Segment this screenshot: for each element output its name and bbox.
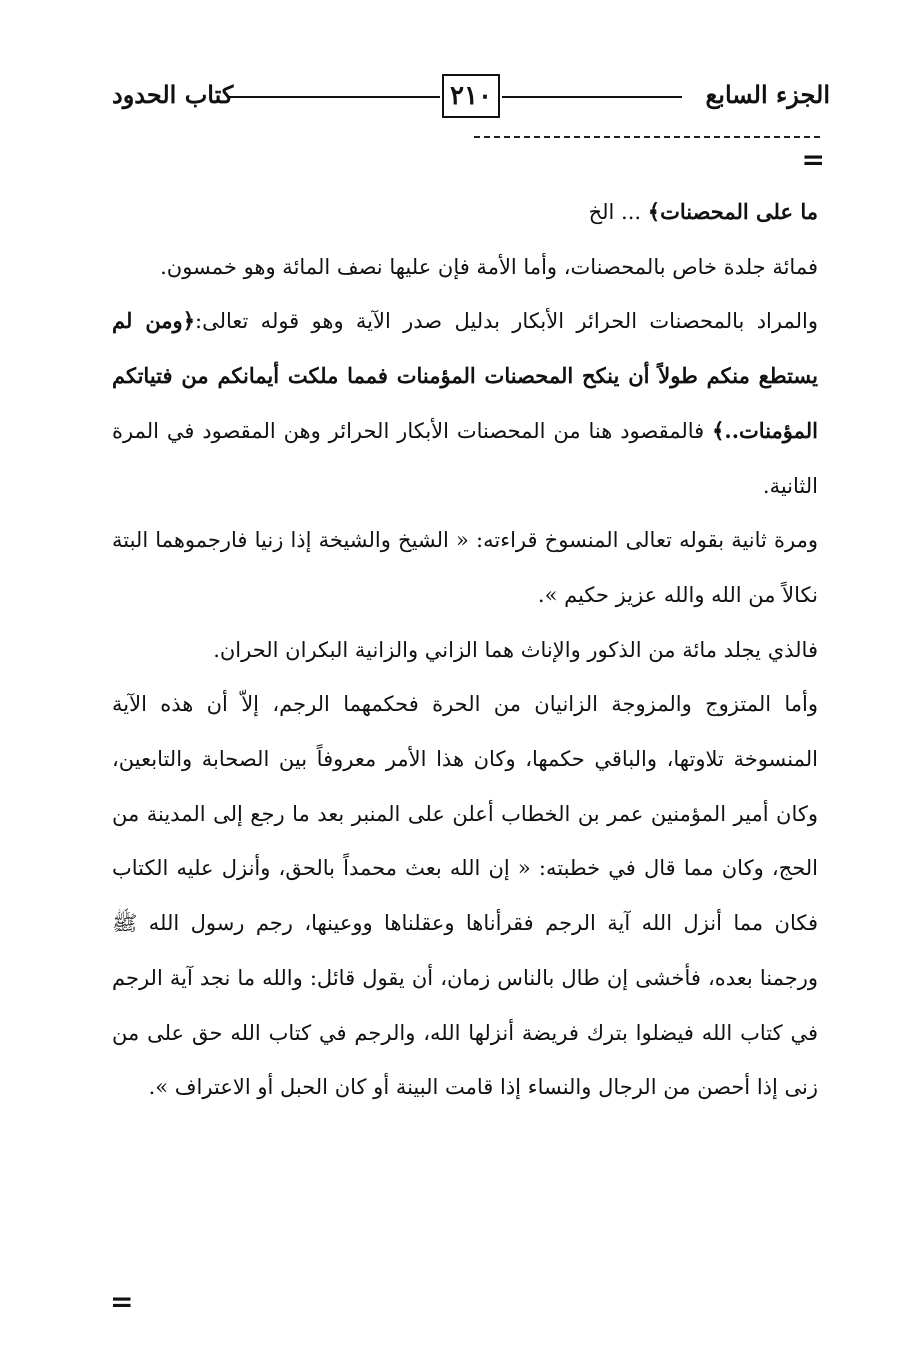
paragraph-1: [112, 185, 818, 240]
paragraph-3-intro: والمراد بالمحصنات الحرائر الأبكار بدليل صدر الآية وهو قوله تعالى:: [195, 309, 818, 334]
paragraph-2: فمائة جلدة خاص بالمحصنات، وأما الأمة فإن عليها نصف المائة وهو خمسون.: [160, 254, 818, 279]
page-header: [112, 72, 830, 122]
dashed-separator: [474, 136, 820, 138]
separator-mark-bottom: =: [110, 1285, 134, 1318]
paragraph-3-rest: فالمقصود هنا من المحصنات الأبكار الحرائر وهن المقصود في المرة الثانية.: [112, 418, 818, 498]
paragraph-5: فالذي يجلد مائة من الذكور والإناث هما الزاني والزانية البكران الحران.: [213, 637, 818, 662]
header-rule-left: [228, 96, 440, 98]
paragraph-1-text: ... الخ: [588, 200, 642, 224]
separator-mark-top: =: [801, 143, 825, 176]
header-volume-title: الجزء السابع: [705, 80, 830, 109]
quran-verse-quote: ﴿ومن لم يستطع منكم طولاً أن ينكح المحصنات المؤمنات فمما ملكت أيمانكم من فتياتكم المؤمنات..﴾: [112, 308, 818, 443]
page-body: [112, 185, 818, 1115]
header-rule-right: [502, 96, 682, 98]
paragraph-6: وأما المتزوج والمزوجة الزانيان من الحرة فحكمهما الرجم، إلاّ أن هذه الآية المنسوخة تلاوتها، والباقي حكمها، وكان هذا الأمر معروفاً بين الصحابة والتابعين، وكان أمير المؤمنين عمر بن الخطاب أعلن على المنبر بعد ما رجع إلى المدينة من الحج، وكان مما قال في خطبته: « إن الله بعث محمداً بالحق، وأنزل عليه الكتاب فكان مما أنزل الله آية الرجم فقرأناها وعقلناها ووعينها، رجم رسول الله ﷺ ورجمنا بعده، فأخشى إن طال بالناس زمان، أن يقول قائل: والله ما نجد آية الرجم في كتاب الله فيضلوا بترك فريضة أنزلها الله، والرجم في كتاب الله حق على من زنى إذا أحصن من الرجال والنساء إذا قامت البينة أو كان الحبل أو الاعتراف ».: [112, 692, 818, 1100]
header-chapter-title: كتاب الحدود: [112, 80, 234, 109]
page-number: ٢١٠: [442, 74, 500, 118]
quote-end: ما على المحصنات﴾: [647, 199, 818, 224]
paragraph-3: [112, 294, 818, 513]
paragraph-4: ومرة ثانية بقوله تعالى المنسوخ قراءته: « الشيخ والشيخة إذا زنيا فارجموهما البتة نكالاً من الله والله عزيز حكيم ».: [112, 528, 818, 607]
